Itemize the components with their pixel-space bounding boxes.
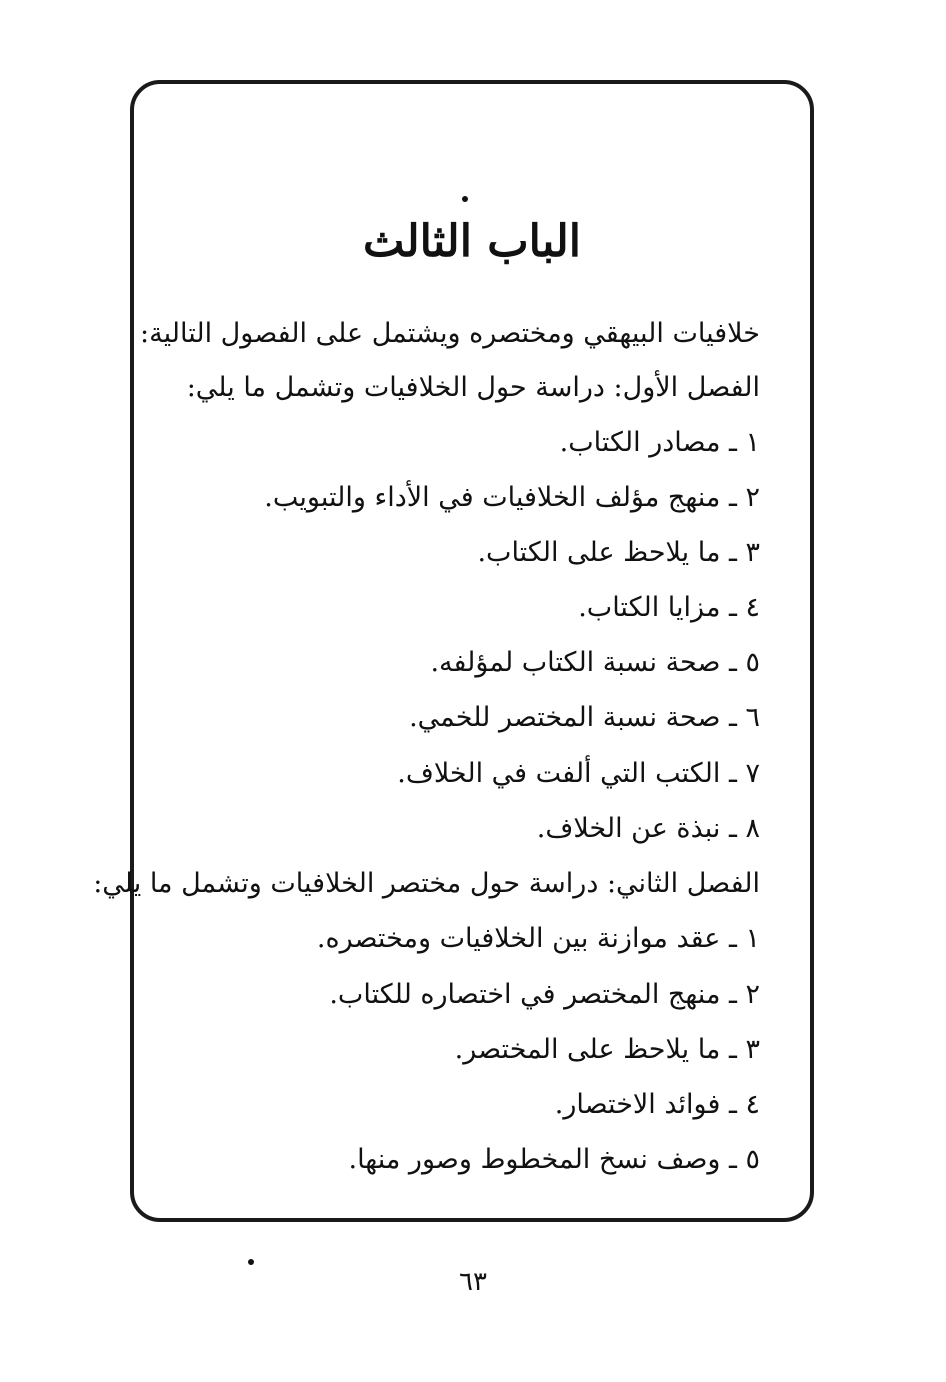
ink-dot xyxy=(462,196,468,202)
section1-item: ١ ـ مصادر الكتاب. xyxy=(559,427,760,458)
section1-item: ٧ ـ الكتب التي ألفت في الخلاف. xyxy=(397,758,760,789)
section1-item: ٨ ـ نبذة عن الخلاف. xyxy=(536,813,760,844)
section2-heading: الفصل الثاني: دراسة حول مختصر الخلافيات وتشمل ما يلي: xyxy=(93,868,760,899)
section2-item: ٤ ـ فوائد الاختصار. xyxy=(554,1089,760,1120)
intro-text: خلافيات البيهقي ومختصره ويشتمل على الفصول التالية: xyxy=(140,318,760,349)
section2-item: ٣ ـ ما يلاحظ على المختصر. xyxy=(454,1034,760,1065)
section1-item: ٢ ـ منهج مؤلف الخلافيات في الأداء والتبويب. xyxy=(264,482,760,513)
section2-item: ٥ ـ وصف نسخ المخطوط وصور منها. xyxy=(348,1144,760,1175)
page-number: ٦٣ xyxy=(459,1267,487,1297)
chapter-title: الباب الثالث xyxy=(363,216,581,267)
section1-item: ٦ ـ صحة نسبة المختصر للخمي. xyxy=(409,702,760,733)
section2-item: ٢ ـ منهج المختصر في اختصاره للكتاب. xyxy=(329,979,760,1010)
section1-heading: الفصل الأول: دراسة حول الخلافيات وتشمل ما يلي: xyxy=(186,372,760,403)
section1-item: ٤ ـ مزايا الكتاب. xyxy=(578,592,760,623)
section2-item: ١ ـ عقد موازنة بين الخلافيات ومختصره. xyxy=(316,923,760,954)
section1-item: ٣ ـ ما يلاحظ على الكتاب. xyxy=(477,537,760,568)
section1-item: ٥ ـ صحة نسبة الكتاب لمؤلفه. xyxy=(430,647,760,678)
